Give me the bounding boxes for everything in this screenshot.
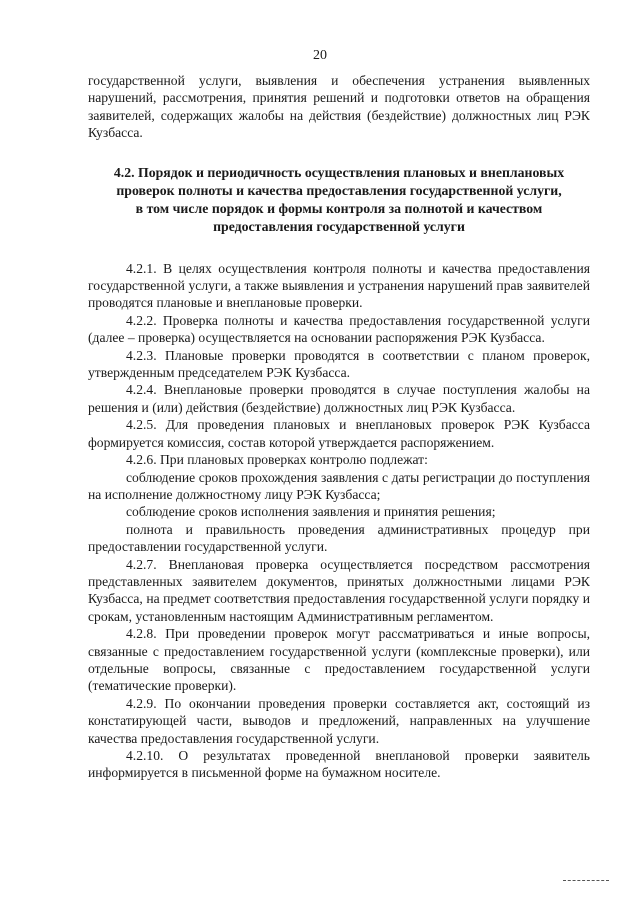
section-heading (88, 164, 590, 236)
paragraph-4-2-1: 4.2.1. В целях осуществления контроля полноты и качества предоставления государственной услуги, а также выявления и устранения нарушений прав заявителей проводятся плановые и внеплановые проверки. (88, 260, 590, 311)
section-heading-line: проверок полноты и качества предоставления государственной услуги, (116, 182, 562, 198)
paragraph-4-2-7: 4.2.7. Внеплановая проверка осуществляется посредством рассмотрения представленных заявителем документов, принятых должностными лицами РЭК Кузбасса, на предмет соответствия предоставления государственной услуги порядку и срокам, установленным настоящим Административным регламентом. (88, 556, 590, 624)
document-body (88, 72, 590, 782)
paragraph-4-2-2: 4.2.2. Проверка полноты и качества предоставления государственной услуги (далее – проверка) осуществляется на основании распоряжения РЭК Кузбасса. (88, 312, 590, 346)
paragraph-4-2-10: 4.2.10. О результатах проведенной внеплановой проверки заявитель информируется в письменной форме на бумажном носителе. (88, 748, 590, 781)
list-item-procedures: полнота и правильность проведения административных процедур при предоставлении государственной услуги. (88, 521, 590, 555)
paragraph-4-2-9: 4.2.9. По окончании проведения проверки составляется акт, состоящий из констатирующей части, выводов и предложений, направленных на улучшение качества предоставления государственной услуги. (88, 695, 590, 746)
intro-paragraph: государственной услуги, выявления и обеспечения устранения выявленных нарушений, рассмотрения, принятия решений и подготовки ответов на обращения заявителей, содержащих жалобы на действия (бездействие) должностных лиц РЭК Кузбасса. (88, 73, 590, 141)
list-item-deadlines-execution: соблюдение сроков исполнения заявления и принятия решения; (126, 504, 496, 520)
paragraph-4-2-3: 4.2.3. Плановые проверки проводятся в соответствии с планом проверок, утвержденным председателем РЭК Кузбасса. (88, 347, 590, 381)
section-heading-line: 4.2. Порядок и периодичность осуществления плановых и внеплановых (113, 164, 565, 180)
paragraph-4-2-4: 4.2.4. Внеплановые проверки проводятся в случае поступления жалобы на решения и (или) действия (бездействие) должностных лиц РЭК Кузбасса. (88, 382, 590, 415)
footer-dashed-mark (563, 880, 609, 881)
section-heading-line: в том числе порядок и формы контроля за полнотой и качеством (135, 200, 543, 216)
paragraph-4-2-6: 4.2.6. При плановых проверках контролю подлежат: (126, 452, 428, 468)
page-number: 20 (313, 48, 327, 63)
paragraph-4-2-8: 4.2.8. При проведении проверок могут рассматриваться и иные вопросы, связанные с предоставлением государственной услуги (комплексные проверки), или отдельные вопросы, связанные с предоставлением государственной услуги (тематические проверки). (88, 626, 590, 694)
paragraph-4-2-5: 4.2.5. Для проведения плановых и внеплановых проверок РЭК Кузбасса формируется комиссия, состав которой утверждается распоряжением. (88, 417, 590, 450)
section-heading-line: предоставления государственной услуги (213, 218, 465, 234)
list-item-deadlines-registration: соблюдение сроков прохождения заявления с даты регистрации до поступления на исполнение должностному лицу РЭК Кузбасса; (88, 469, 590, 502)
